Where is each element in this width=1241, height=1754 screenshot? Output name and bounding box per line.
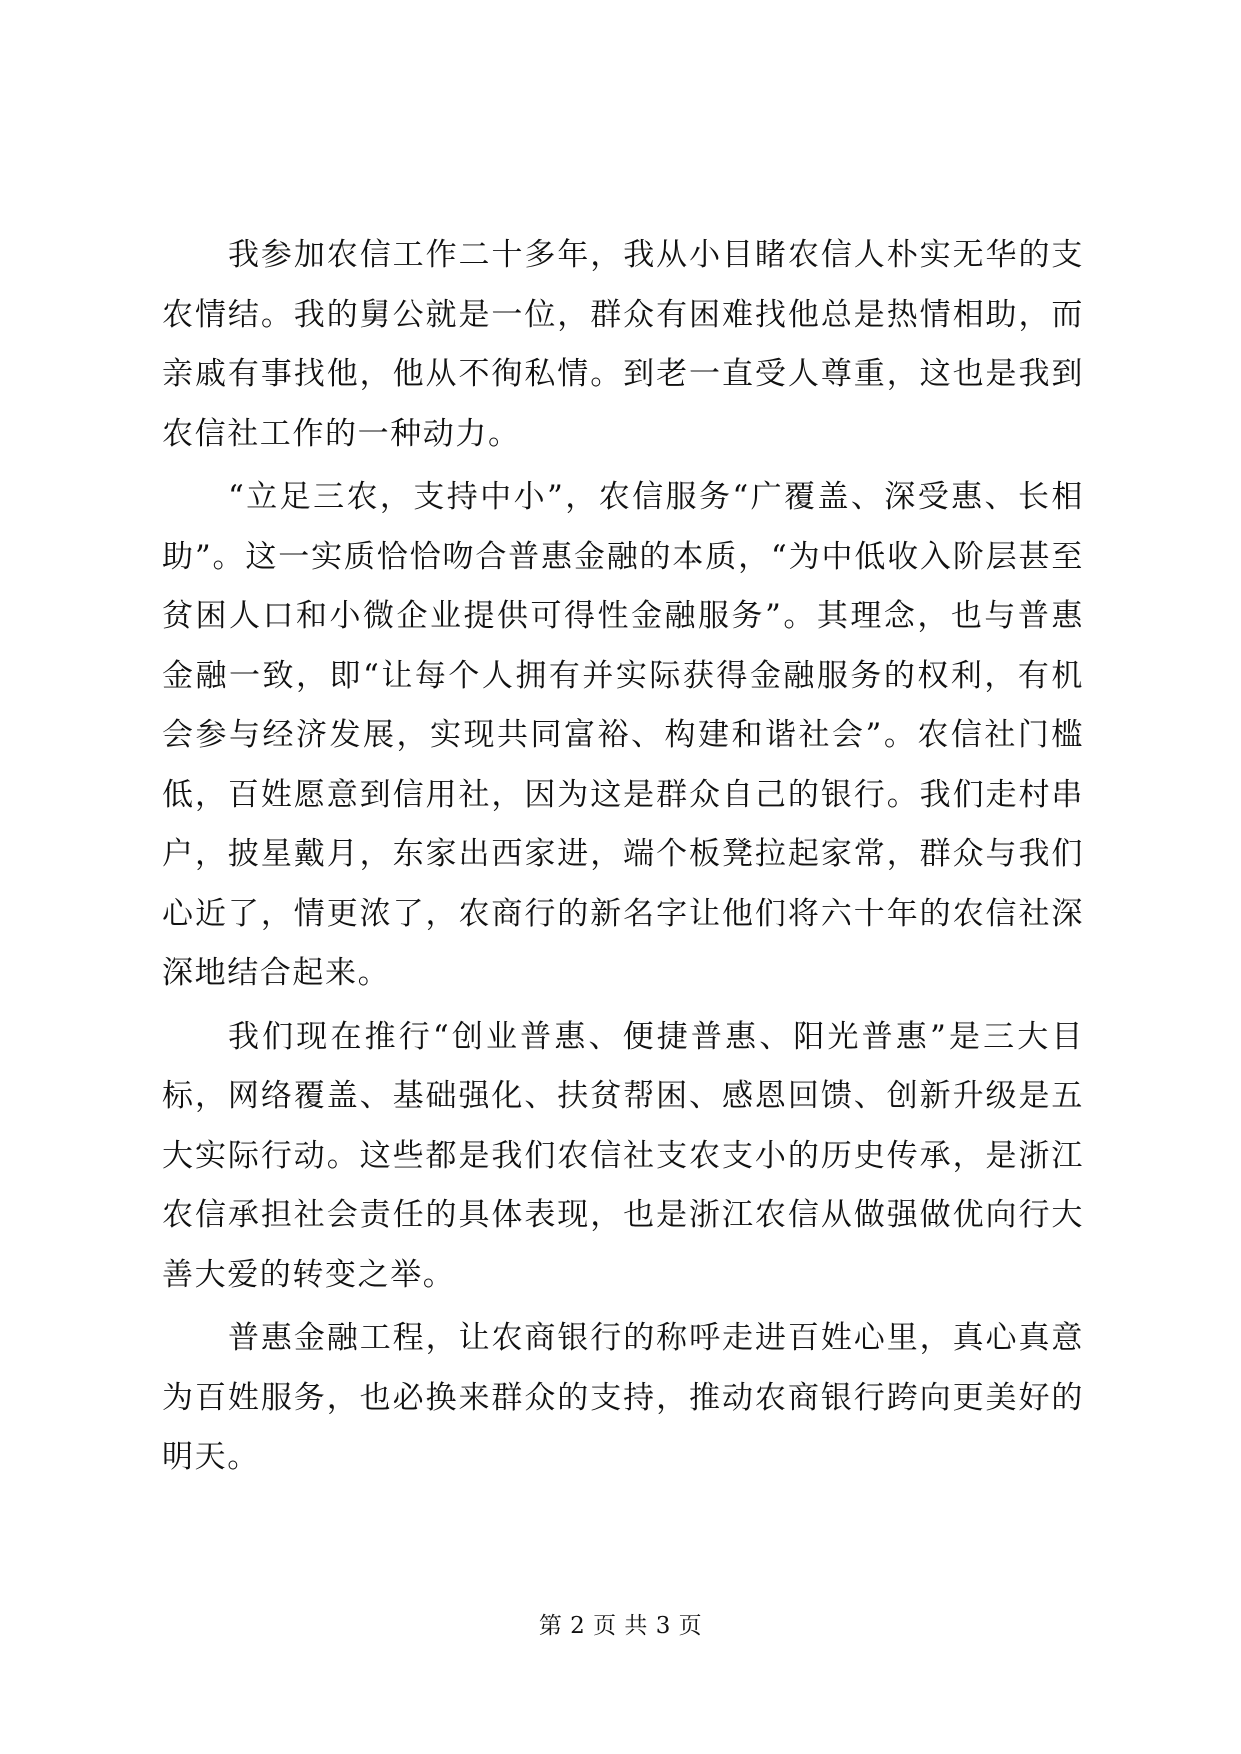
paragraph-2: “立足三农，支持中小”，农信服务“广覆盖、深受惠、长相助”。这一实质恰恰吻合普惠金融的本质，“为中低收入阶层甚至贫困人口和小微企业提供可得性金融服务”。其理念，也与普惠金融一致，即“让每个人拥有并实际获得金融服务的权利，有机会参与经济发展，实现共同富裕、构建和谐社会”。农信社门槛低，百姓愿意到信用社，因为这是群众自己的银行。我们走村串户，披星戴月，东家出西家进，端个板凳拉起家常，群众与我们心近了，情更浓了，农商行的新名字让他们将六十年的农信社深深地结合起来。	[162, 479, 1084, 991]
paragraph-1: 我参加农信工作二十多年，我从小目睹农信人朴实无华的支农情结。我的舅公就是一位，群众有困难找他总是热情相助，而亲戚有事找他，他从不徇私情。到老一直受人尊重，这也是我到农信社工作的一种动力。	[162, 237, 1084, 452]
paragraph-3: 我们现在推行“创业普惠、便捷普惠、阳光普惠”是三大目标，网络覆盖、基础强化、扶贫帮困、感恩回馈、创新升级是五大实际行动。这些都是我们农信社支农支小的历史传承，是浙江农信承担社会责任的具体表现，也是浙江农信从做强做优向行大善大爱的转变之举。	[162, 1018, 1084, 1293]
document-body	[162, 226, 1084, 1488]
page-number-footer: 第 2 页 共 3 页	[538, 1613, 703, 1639]
paragraph-4: 普惠金融工程，让农商银行的称呼走进百姓心里，真心真意为百姓服务，也必换来群众的支持，推动农商银行跨向更美好的明天。	[162, 1320, 1084, 1475]
